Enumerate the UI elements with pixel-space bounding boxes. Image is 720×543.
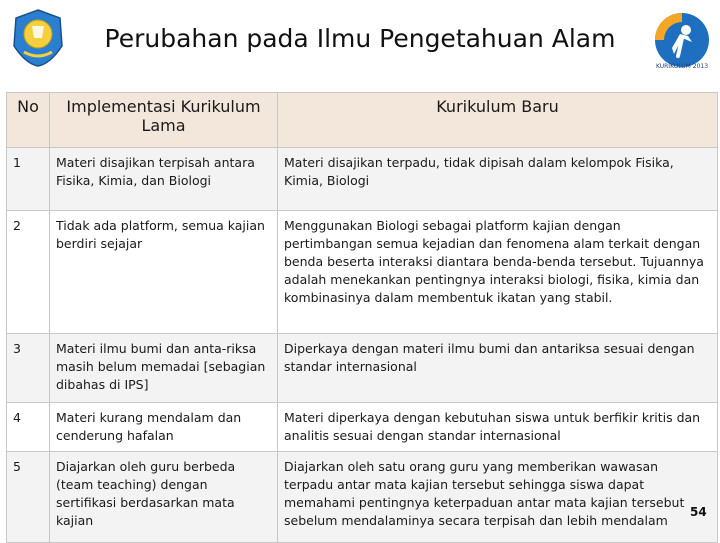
table-row <box>7 452 718 543</box>
table-header-row <box>7 93 718 148</box>
row-number: 3 <box>7 334 50 403</box>
header-new-curriculum: Kurikulum Baru <box>278 93 718 148</box>
new-curriculum-cell: Menggunakan Biologi sebagai platform kajian dengan pertimbangan semua kejadian dan fenomena alam terkait dengan benda beserta interaksi diantara benda-benda tersebut. Tujuannya adalah menekankan pentingnya interaksi biologi, fisika, kimia dan kombinasinya dalam membentuk ikatan yang stabil. <box>278 211 718 334</box>
table-row <box>7 148 718 211</box>
new-curriculum-cell: Diperkaya dengan materi ilmu bumi dan antariksa sesuai dengan standar internasional <box>278 334 718 403</box>
row-number: 1 <box>7 148 50 211</box>
table-row <box>7 403 718 452</box>
kurikulum-2013-logo-icon <box>652 10 712 72</box>
new-curriculum-cell: Materi diperkaya dengan kebutuhan siswa untuk berfikir kritis dan analitis sesuai dengan standar internasional <box>278 403 718 452</box>
header-no: No <box>7 93 50 148</box>
table-row <box>7 334 718 403</box>
page-number: 54 <box>690 505 707 519</box>
old-curriculum-cell: Materi kurang mendalam dan cenderung hafalan <box>50 403 278 452</box>
row-number: 5 <box>7 452 50 543</box>
old-curriculum-cell: Tidak ada platform, semua kajian berdiri sejajar <box>50 211 278 334</box>
old-curriculum-cell: Diajarkan oleh guru berbeda (team teaching) dengan sertifikasi berdasarkan mata kajian <box>50 452 278 543</box>
page-title: Perubahan pada Ilmu Pengetahuan Alam <box>104 24 616 53</box>
curriculum-comparison-table <box>6 92 718 543</box>
new-curriculum-cell: Materi disajikan terpadu, tidak dipisah dalam kelompok Fisika, Kimia, Biologi <box>278 148 718 211</box>
table-row <box>7 211 718 334</box>
slide-header <box>0 0 720 86</box>
tut-wuri-handayani-emblem-icon <box>10 8 66 68</box>
old-curriculum-cell: Materi disajikan terpisah antara Fisika, Kimia, dan Biologi <box>50 148 278 211</box>
row-number: 4 <box>7 403 50 452</box>
kurikulum-logo-text: KURIKULUM 2013 <box>655 63 709 70</box>
new-curriculum-cell: Diajarkan oleh satu orang guru yang memberikan wawasan terpadu antar mata kajian tersebut sehingga siswa dapat memahami pentingnya keterpaduan antar mata kajian tersebut sebelum mendalaminya secara terpisah dan lebih mendalam <box>278 452 718 543</box>
header-old-curriculum: Implementasi Kurikulum Lama <box>50 93 278 148</box>
old-curriculum-cell: Materi ilmu bumi dan anta-riksa masih belum memadai [sebagian dibahas di IPS] <box>50 334 278 403</box>
row-number: 2 <box>7 211 50 334</box>
